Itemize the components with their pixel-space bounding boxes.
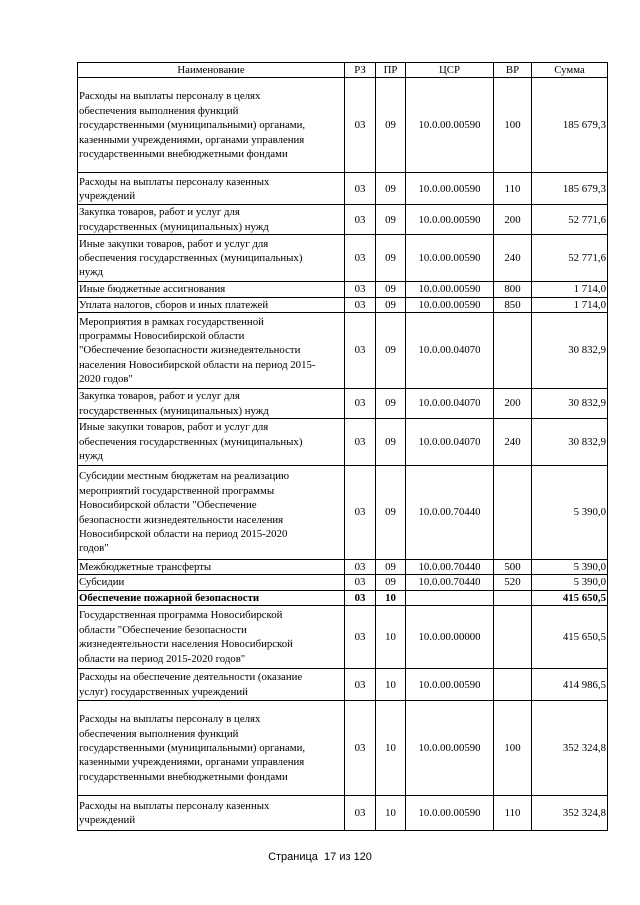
cell-rz: 03 (345, 78, 376, 173)
table-row (78, 796, 608, 831)
table-row (78, 313, 608, 389)
header-pr: ПР (376, 63, 406, 78)
cell-csr: 10.0.00.00590 (406, 78, 494, 173)
cell-vr (494, 466, 532, 560)
cell-pr: 09 (376, 205, 406, 235)
cell-sum: 52 771,6 (532, 235, 608, 282)
cell-csr: 10.0.00.00590 (406, 701, 494, 796)
cell-pr: 10 (376, 606, 406, 669)
cell-rz: 03 (345, 419, 376, 466)
table-row (78, 419, 608, 466)
cell-pr: 09 (376, 173, 406, 205)
cell-pr: 10 (376, 669, 406, 701)
cell-name: Межбюджетные трансферты (78, 560, 345, 575)
table-row (78, 575, 608, 590)
cell-csr: 10.0.00.00590 (406, 796, 494, 831)
cell-vr: 240 (494, 419, 532, 466)
table-row (78, 173, 608, 205)
cell-vr: 200 (494, 389, 532, 419)
cell-sum: 185 679,3 (532, 173, 608, 205)
cell-vr (494, 606, 532, 669)
cell-rz: 03 (345, 575, 376, 590)
cell-name: Расходы на выплаты персоналу казенных учреждений (78, 796, 345, 831)
cell-csr: 10.0.00.00590 (406, 173, 494, 205)
cell-sum: 352 324,8 (532, 796, 608, 831)
cell-name: Иные закупки товаров, работ и услуг для обеспечения государственных (муниципальных) нужд (78, 419, 345, 466)
cell-pr: 09 (376, 78, 406, 173)
cell-sum: 5 390,0 (532, 466, 608, 560)
cell-pr: 09 (376, 419, 406, 466)
cell-name: Расходы на обеспечение деятельности (оказание услуг) государственных учреждений (78, 669, 345, 701)
table-row (78, 669, 608, 701)
cell-pr: 09 (376, 313, 406, 389)
table-row (78, 466, 608, 560)
cell-csr (406, 590, 494, 605)
cell-rz: 03 (345, 173, 376, 205)
cell-pr: 10 (376, 590, 406, 605)
header-vr: ВР (494, 63, 532, 78)
cell-rz: 03 (345, 313, 376, 389)
cell-csr: 10.0.00.00590 (406, 297, 494, 312)
cell-name: Расходы на выплаты персоналу в целях обеспечения выполнения функций государственными (муниципальными) органами, казенными учреждениями, органами управления государственными внебюджетными фондами (78, 78, 345, 173)
cell-vr (494, 669, 532, 701)
cell-sum: 185 679,3 (532, 78, 608, 173)
cell-pr: 09 (376, 466, 406, 560)
table-row (78, 205, 608, 235)
cell-csr: 10.0.00.70440 (406, 560, 494, 575)
cell-rz: 03 (345, 590, 376, 605)
cell-vr: 520 (494, 575, 532, 590)
cell-name: Обеспечение пожарной безопасности (78, 590, 345, 605)
cell-sum: 52 771,6 (532, 205, 608, 235)
cell-vr: 200 (494, 205, 532, 235)
cell-vr: 100 (494, 701, 532, 796)
cell-rz: 03 (345, 796, 376, 831)
cell-rz: 03 (345, 669, 376, 701)
cell-sum: 352 324,8 (532, 701, 608, 796)
cell-rz: 03 (345, 606, 376, 669)
cell-csr: 10.0.00.00590 (406, 282, 494, 297)
cell-rz: 03 (345, 560, 376, 575)
cell-sum: 5 390,0 (532, 560, 608, 575)
cell-vr (494, 313, 532, 389)
cell-vr: 850 (494, 297, 532, 312)
cell-pr: 09 (376, 575, 406, 590)
cell-name: Расходы на выплаты персоналу казенных учреждений (78, 173, 345, 205)
cell-csr: 10.0.00.00590 (406, 669, 494, 701)
cell-sum: 30 832,9 (532, 389, 608, 419)
cell-name: Иные закупки товаров, работ и услуг для обеспечения государственных (муниципальных) нужд (78, 235, 345, 282)
cell-name: Мероприятия в рамках государственной программы Новосибирской области "Обеспечение безопасности жизнедеятельности населения Новосибирской области на период 2015- 2020 годов" (78, 313, 345, 389)
cell-name: Субсидии местным бюджетам на реализацию мероприятий государственной программы Новосибирской области "Обеспечение безопасности жизнедеятельности населения Новосибирской области на период 2015-2020 годов" (78, 466, 345, 560)
cell-csr: 10.0.00.00590 (406, 205, 494, 235)
cell-name: Субсидии (78, 575, 345, 590)
table-row (78, 297, 608, 312)
cell-pr: 10 (376, 701, 406, 796)
cell-pr: 10 (376, 796, 406, 831)
cell-sum: 5 390,0 (532, 575, 608, 590)
cell-vr: 110 (494, 173, 532, 205)
cell-sum: 414 986,5 (532, 669, 608, 701)
table-row (78, 560, 608, 575)
cell-vr (494, 590, 532, 605)
header-csr: ЦСР (406, 63, 494, 78)
table-header-row (78, 63, 608, 78)
cell-csr: 10.0.00.04070 (406, 419, 494, 466)
cell-rz: 03 (345, 466, 376, 560)
cell-name: Закупка товаров, работ и услуг для государственных (муниципальных) нужд (78, 205, 345, 235)
cell-rz: 03 (345, 205, 376, 235)
cell-pr: 09 (376, 282, 406, 297)
cell-sum: 1 714,0 (532, 282, 608, 297)
cell-csr: 10.0.00.04070 (406, 313, 494, 389)
budget-table (77, 62, 608, 831)
header-sum: Сумма (532, 63, 608, 78)
cell-pr: 09 (376, 560, 406, 575)
table-row (78, 606, 608, 669)
cell-rz: 03 (345, 297, 376, 312)
cell-rz: 03 (345, 389, 376, 419)
cell-sum: 1 714,0 (532, 297, 608, 312)
table-row (78, 590, 608, 605)
page-footer: Страница 17 из 120 (268, 851, 372, 863)
cell-name: Расходы на выплаты персоналу в целях обеспечения выполнения функций государственными (муниципальными) органами, казенными учреждениями, органами управления государственными внебюджетными фондами (78, 701, 345, 796)
cell-vr: 800 (494, 282, 532, 297)
header-name: Наименование (78, 63, 345, 78)
cell-sum: 30 832,9 (532, 419, 608, 466)
table-row (78, 235, 608, 282)
cell-csr: 10.0.00.70440 (406, 466, 494, 560)
cell-rz: 03 (345, 701, 376, 796)
cell-name: Иные бюджетные ассигнования (78, 282, 345, 297)
table-row (78, 389, 608, 419)
cell-name: Государственная программа Новосибирской области "Обеспечение безопасности жизнедеятельности населения Новосибирской области на период 2015-2020 годов" (78, 606, 345, 669)
table-row (78, 701, 608, 796)
cell-csr: 10.0.00.00590 (406, 235, 494, 282)
cell-vr: 240 (494, 235, 532, 282)
header-rz: РЗ (345, 63, 376, 78)
cell-pr: 09 (376, 297, 406, 312)
cell-sum: 30 832,9 (532, 313, 608, 389)
cell-sum: 415 650,5 (532, 606, 608, 669)
cell-rz: 03 (345, 282, 376, 297)
cell-name: Закупка товаров, работ и услуг для государственных (муниципальных) нужд (78, 389, 345, 419)
table-row (78, 282, 608, 297)
cell-csr: 10.0.00.00000 (406, 606, 494, 669)
cell-vr: 500 (494, 560, 532, 575)
cell-csr: 10.0.00.70440 (406, 575, 494, 590)
cell-rz: 03 (345, 235, 376, 282)
cell-pr: 09 (376, 389, 406, 419)
cell-csr: 10.0.00.04070 (406, 389, 494, 419)
cell-vr: 110 (494, 796, 532, 831)
cell-name: Уплата налогов, сборов и иных платежей (78, 297, 345, 312)
cell-pr: 09 (376, 235, 406, 282)
cell-vr: 100 (494, 78, 532, 173)
cell-sum: 415 650,5 (532, 590, 608, 605)
table-row (78, 78, 608, 173)
